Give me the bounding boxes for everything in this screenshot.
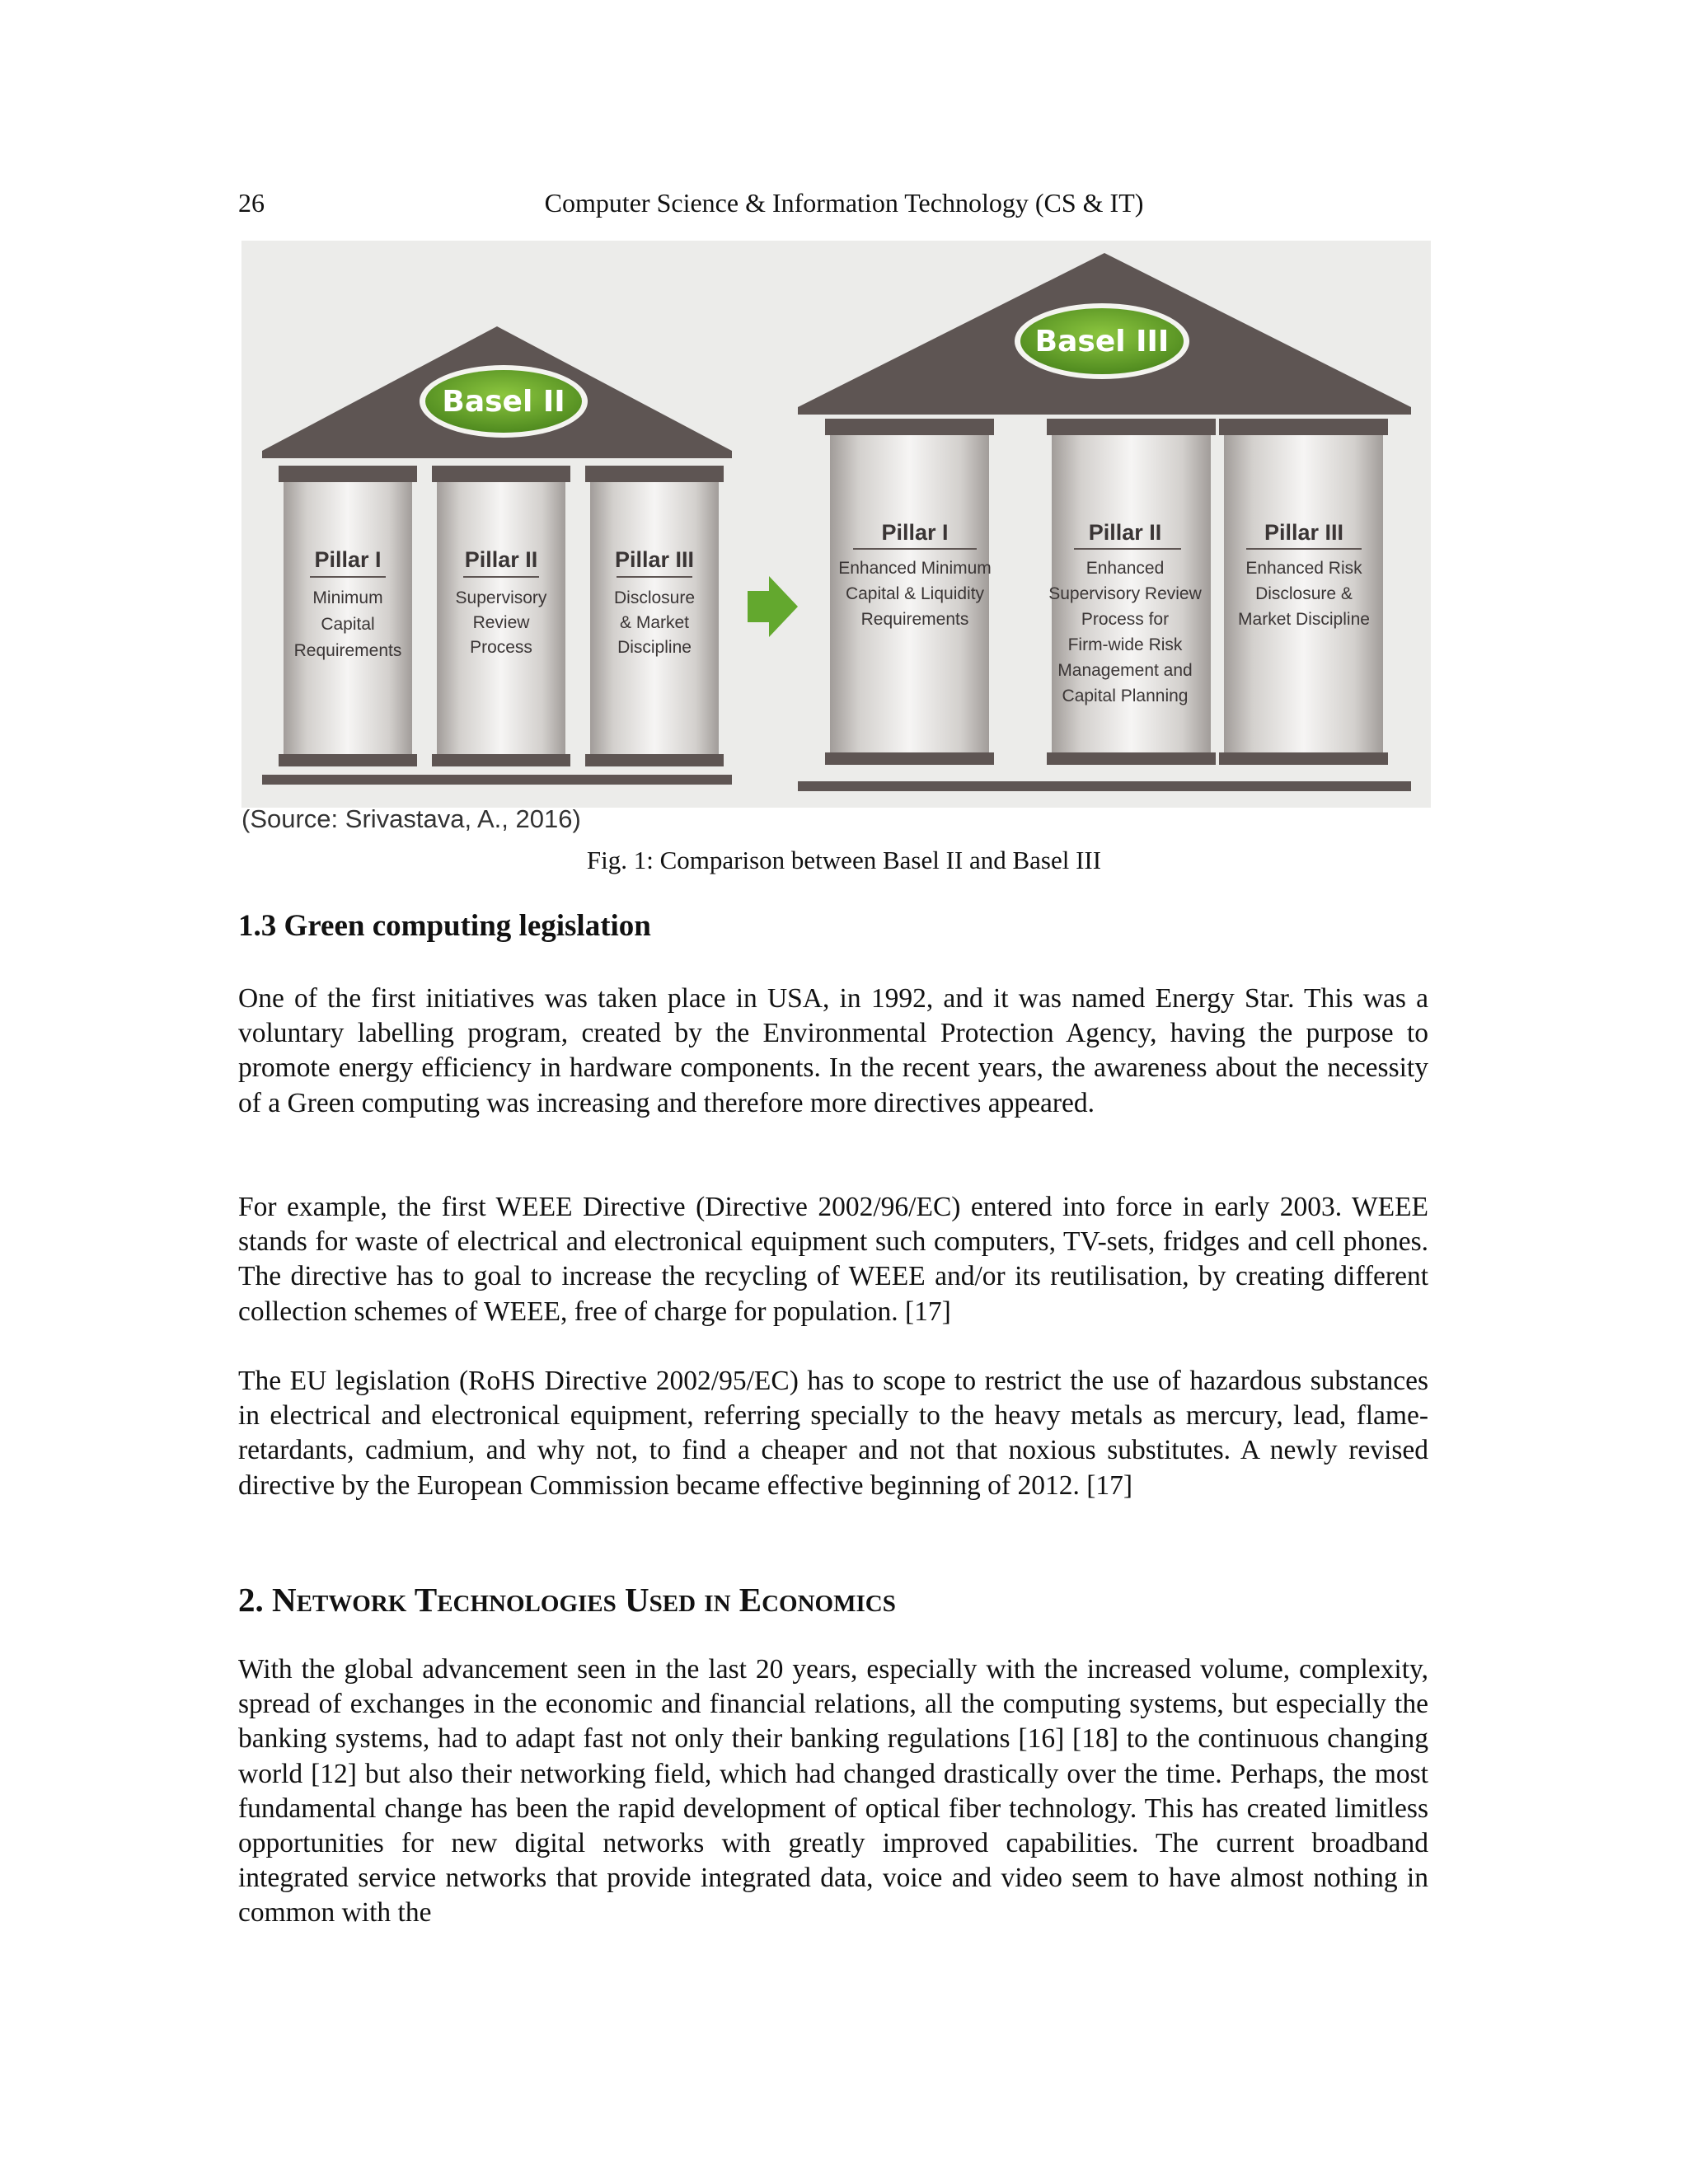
basel2-base-2 (432, 754, 570, 766)
basel2-pillar-3-title: Pillar III (614, 547, 695, 572)
basel3-pillar-2-desc-3: Process for (1081, 610, 1170, 629)
basel3-base-3 (1219, 752, 1388, 765)
basel2-pillar-3-desc-3: Discipline (617, 638, 692, 657)
basel3-cap-2 (1047, 419, 1216, 435)
basel2-pillar-2-title: Pillar II (464, 547, 538, 572)
basel2-cap-1 (279, 466, 417, 482)
page-number: 26 (238, 188, 265, 218)
basel2-pillar-2-desc-1: Supervisory (455, 588, 547, 607)
basel3-temple (798, 253, 1411, 791)
paragraph: With the global advancement seen in the last 20 years, especially with the increased volume, complexity, spread of exchanges in the economic and financial relations, all the computing systems, but especially the banking systems, had to adapt fast not only their banking regulations [16] [18] to the continuous changing world [12] but also their networking field, which had changed drastically over the time. Perhaps, the most fundamental change has been the rapid development of optical fiber technology. This has created limitless opportunities for new digital networks with greatly improved capabilities. The current broadband integrated service networks that provide integrated data, voice and video seem to have almost nothing in common with the (238, 1654, 1428, 1929)
basel2-base-1 (279, 754, 417, 766)
basel3-pillar-2-desc-2: Supervisory Review (1048, 584, 1202, 603)
basel3-pillar-1-title: Pillar I (881, 520, 949, 545)
basel3-pillar-3-desc-3: Market Discipline (1238, 610, 1370, 629)
basel3-pillar-1-rule (853, 548, 977, 550)
basel3-pillar-2-desc-5: Management and (1057, 661, 1193, 680)
basel2-cap-2 (432, 466, 570, 482)
paragraph: For example, the first WEEE Directive (Directive 2002/96/EC) entered into force in early 2003. WEEE stands for waste of electrical and electronical equipment such computers, TV-sets, fridges and cell phones. The directive has to goal to increase the recycling of WEEE and/or its reutilisation, by creating different collection schemes of WEEE, free of charge for population. [17] (238, 1192, 1428, 1327)
basel2-pillar-1-rule (310, 576, 386, 578)
basel2-roof-beam (262, 451, 732, 458)
section-heading-1-3: 1.3 Green computing legislation (238, 909, 651, 943)
basel2-pillar-2-rule (463, 576, 539, 578)
basel2-title: Basel II (442, 385, 565, 419)
basel3-pillar-1-desc-3: Requirements (860, 610, 969, 629)
basel2-step (262, 775, 732, 785)
basel3-base-2 (1047, 752, 1216, 765)
basel2-pillar-1-desc-2: Capital (321, 615, 375, 634)
basel3-pillar-2-title: Pillar II (1088, 520, 1162, 545)
basel2-pillar-3-desc-2: & Market (619, 613, 690, 632)
paragraph: One of the first initiatives was taken place in USA, in 1992, and it was named Energy Star. This was a voluntary labelling program, created by the Environmental Protection Agency, having the purpose to promote energy efficiency in hardware components. In the recent years, the awareness about the necessity of a Green computing was increasing and therefore more directives appeared. (238, 983, 1428, 1118)
basel3-pillar-2-desc-1: Enhanced (1085, 559, 1165, 578)
basel-comparison-figure (241, 241, 1431, 808)
basel3-roof-beam (798, 407, 1411, 415)
basel3-cap-1 (825, 419, 994, 435)
basel2-pillar-3-rule (617, 576, 692, 578)
basel2-pillar-1-desc-3: Requirements (293, 641, 402, 660)
right-arrow-icon (748, 576, 798, 637)
basel2-pillar-2-desc-3: Process (470, 638, 532, 657)
basel3-base-1 (825, 752, 994, 765)
basel2-pillar-1-title: Pillar I (314, 547, 382, 572)
basel3-cap-3 (1219, 419, 1388, 435)
figure-caption: Fig. 1: Comparison between Basel II and Basel III (586, 846, 1102, 874)
basel3-pillar-3-desc-2: Disclosure & (1255, 584, 1353, 603)
basel2-temple (262, 326, 732, 785)
basel2-cap-3 (585, 466, 724, 482)
paragraph: The EU legislation (RoHS Directive 2002/95/EC) has to scope to restrict the use of hazardous substances in electrical and electronical equipment, referring specially to the heavy metals as mercury, lead, flame-retardants, cadmium, and why not, to find a cheaper and not that noxious substitutes. A newly revised directive by the European Commission became effective beginning of 2012. [17] (238, 1366, 1428, 1501)
section-heading-2: 2. Network Technologies Used in Economics (238, 1581, 896, 1619)
figure-source: (Source: Srivastava, A., 2016) (241, 804, 581, 833)
basel3-step (798, 781, 1411, 791)
basel3-pillar-2-desc-6: Capital Planning (1062, 687, 1189, 705)
basel2-base-3 (585, 754, 724, 766)
basel2-pillar-3-desc-1: Disclosure (613, 588, 696, 607)
basel3-pillar-2-desc-4: Firm-wide Risk (1067, 635, 1183, 654)
basel2-pillar-1-desc-1: Minimum (312, 588, 383, 607)
basel3-pillar-3-rule (1246, 548, 1362, 550)
basel3-pillar-2-rule (1074, 548, 1181, 550)
basel3-pillar-3-desc-1: Enhanced Risk (1245, 559, 1362, 578)
basel3-pillar-3-title: Pillar III (1264, 520, 1344, 545)
basel3-title: Basel III (1034, 325, 1170, 359)
basel3-pillar-1-desc-1: Enhanced Minimum (838, 559, 992, 578)
running-title: Computer Science & Information Technology (CS & IT) (544, 188, 1144, 218)
basel2-pillar-2-desc-2: Review (472, 613, 530, 632)
basel3-pillar-1-desc-2: Capital & Liquidity (845, 584, 985, 603)
